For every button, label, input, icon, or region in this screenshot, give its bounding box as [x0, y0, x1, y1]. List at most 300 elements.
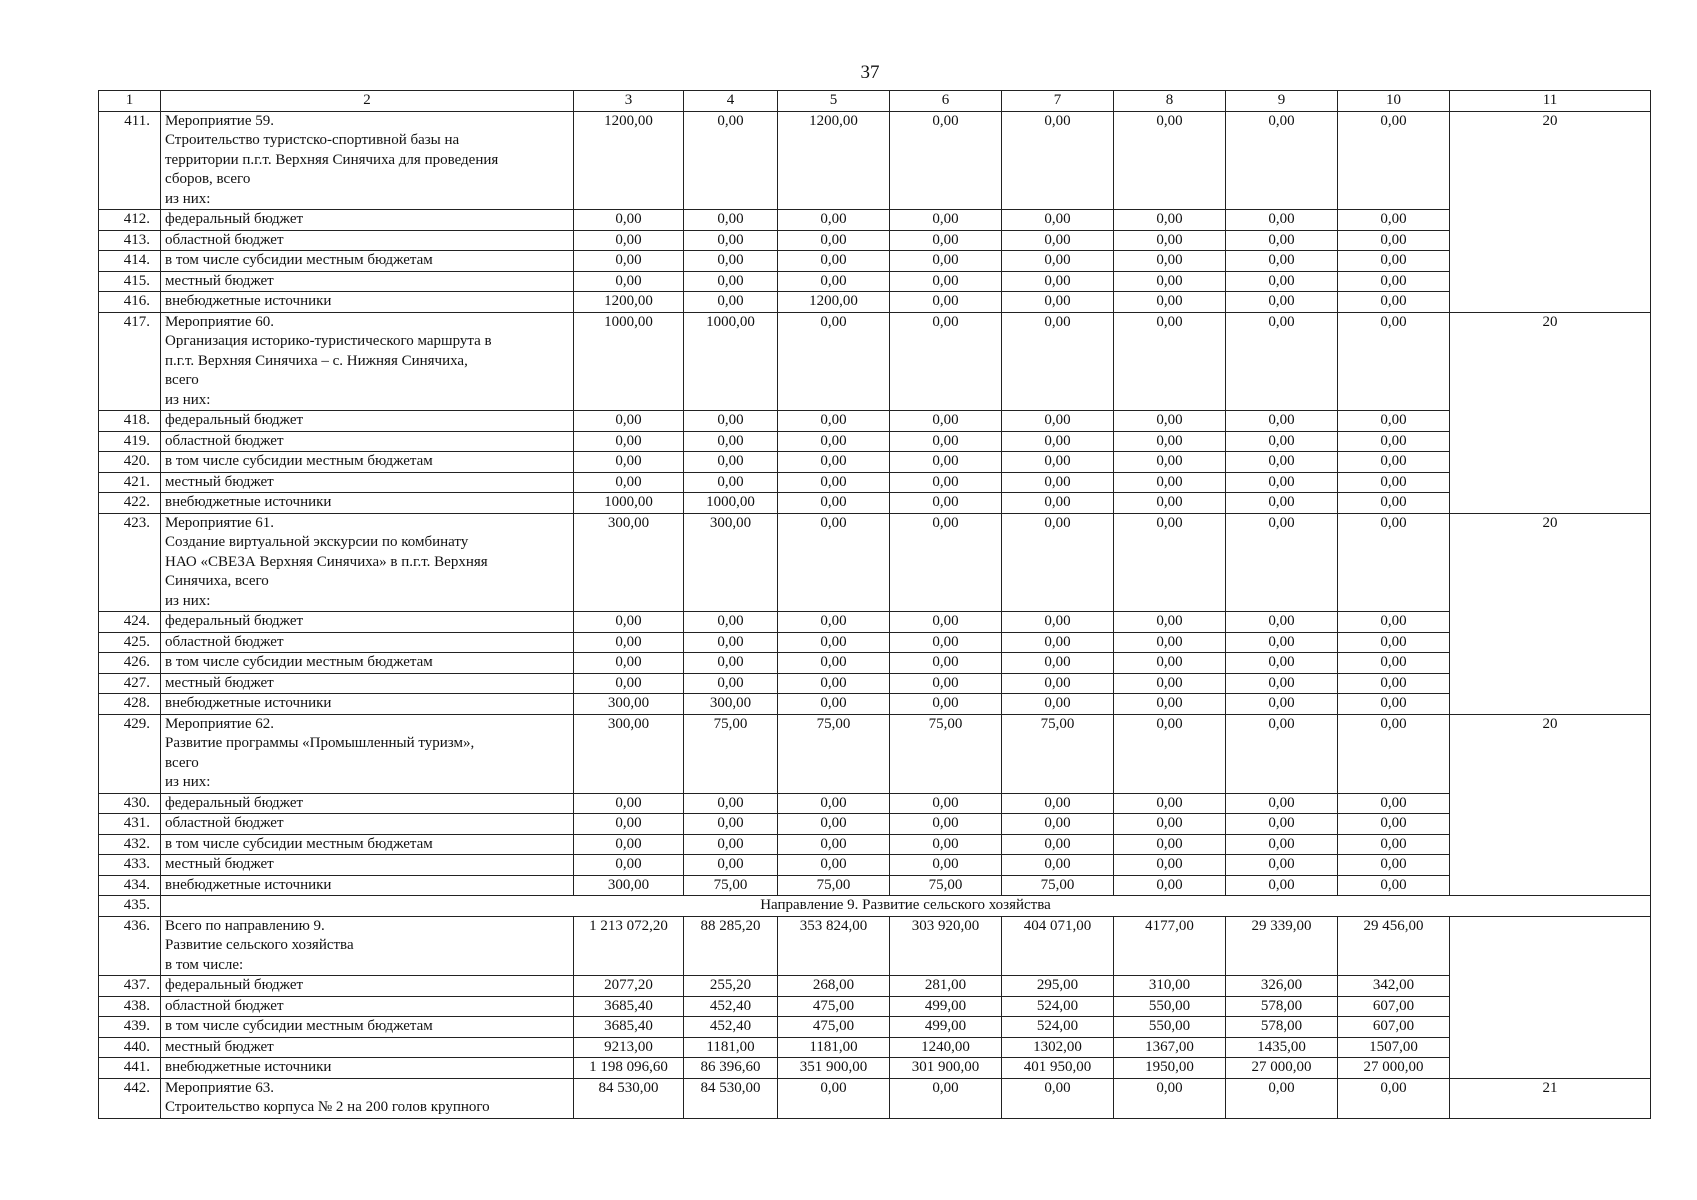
value-cell: 499,00: [890, 1017, 1002, 1038]
value-cell: 0,00: [1226, 673, 1338, 694]
value-cell: 281,00: [890, 976, 1002, 997]
row-number: 435.: [99, 896, 161, 917]
value-cell: 0,00: [890, 855, 1002, 876]
value-cell: 0,00: [1338, 612, 1450, 633]
executor-cell: [1450, 916, 1651, 1078]
executor-cell: 20: [1450, 513, 1651, 714]
value-cell: 1302,00: [1002, 1037, 1114, 1058]
row-number: 412.: [99, 210, 161, 231]
item-title-line: Создание виртуальной экскурсии по комбинату: [165, 534, 469, 550]
funding-row: [99, 472, 1651, 493]
funding-source-label: местный бюджет: [161, 472, 574, 493]
row-number: 440.: [99, 1037, 161, 1058]
funding-row: [99, 452, 1651, 473]
funding-source-label: федеральный бюджет: [161, 411, 574, 432]
value-cell: 255,20: [684, 976, 778, 997]
executor-cell: 20: [1450, 714, 1651, 896]
value-cell: 0,00: [890, 612, 1002, 633]
value-cell: 0,00: [890, 251, 1002, 272]
value-cell: 404 071,00: [1002, 916, 1114, 976]
value-cell: 0,00: [1226, 472, 1338, 493]
value-cell: 342,00: [1338, 976, 1450, 997]
row-number: 420.: [99, 452, 161, 473]
column-header-3: 3: [574, 91, 684, 112]
value-cell: 0,00: [1226, 251, 1338, 272]
value-cell: 0,00: [1226, 653, 1338, 674]
value-cell: 0,00: [684, 230, 778, 251]
value-cell: 0,00: [778, 855, 890, 876]
column-header-10: 10: [1338, 91, 1450, 112]
value-cell: 1 213 072,20: [574, 916, 684, 976]
row-number: 425.: [99, 632, 161, 653]
funding-row: [99, 834, 1651, 855]
item-title: [161, 916, 574, 976]
column-header-7: 7: [1002, 91, 1114, 112]
value-cell: 0,00: [574, 271, 684, 292]
value-cell: 0,00: [1114, 1078, 1226, 1118]
value-cell: 0,00: [1226, 452, 1338, 473]
value-cell: 0,00: [1114, 111, 1226, 210]
row-number: 429.: [99, 714, 161, 793]
value-cell: 0,00: [574, 612, 684, 633]
item-row: [99, 312, 1651, 411]
value-cell: 0,00: [684, 292, 778, 313]
value-cell: 0,00: [684, 632, 778, 653]
funding-source-label: в том числе субсидии местным бюджетам: [161, 452, 574, 473]
value-cell: 0,00: [574, 834, 684, 855]
value-cell: 0,00: [1114, 875, 1226, 896]
value-cell: 0,00: [1002, 513, 1114, 612]
value-cell: 0,00: [1114, 814, 1226, 835]
value-cell: 0,00: [890, 632, 1002, 653]
value-cell: 351 900,00: [778, 1058, 890, 1079]
value-cell: 1435,00: [1226, 1037, 1338, 1058]
item-title-line: территории п.г.т. Верхняя Синячиха для проведения: [165, 151, 499, 168]
value-cell: 75,00: [1002, 875, 1114, 896]
value-cell: 1200,00: [778, 111, 890, 210]
row-number: 423.: [99, 513, 161, 612]
value-cell: 0,00: [1226, 793, 1338, 814]
value-cell: 0,00: [1338, 292, 1450, 313]
column-header-row: [99, 91, 1651, 112]
row-number: 418.: [99, 411, 161, 432]
value-cell: 84 530,00: [684, 1078, 778, 1118]
funding-row: [99, 875, 1651, 896]
column-header-9: 9: [1226, 91, 1338, 112]
value-cell: 0,00: [1114, 714, 1226, 793]
value-cell: 0,00: [1226, 210, 1338, 231]
value-cell: 0,00: [1002, 271, 1114, 292]
funding-row: [99, 694, 1651, 715]
funding-source-label: в том числе субсидии местным бюджетам: [161, 834, 574, 855]
value-cell: 0,00: [778, 653, 890, 674]
funding-row: [99, 612, 1651, 633]
value-cell: 1367,00: [1114, 1037, 1226, 1058]
value-cell: 1000,00: [574, 493, 684, 514]
funding-row: [99, 251, 1651, 272]
value-cell: 401 950,00: [1002, 1058, 1114, 1079]
funding-row: [99, 793, 1651, 814]
funding-row: [99, 976, 1651, 997]
value-cell: 3685,40: [574, 1017, 684, 1038]
funding-source-label: в том числе субсидии местным бюджетам: [161, 653, 574, 674]
value-cell: 0,00: [574, 673, 684, 694]
item-title: [161, 111, 574, 210]
value-cell: 0,00: [1338, 452, 1450, 473]
section-title: Направление 9. Развитие сельского хозяйства: [161, 896, 1651, 917]
value-cell: 607,00: [1338, 996, 1450, 1017]
value-cell: 0,00: [684, 111, 778, 210]
item-title-line: Строительство корпуса № 2 на 200 голов крупного: [165, 1099, 490, 1115]
value-cell: 0,00: [1226, 271, 1338, 292]
value-cell: 0,00: [890, 230, 1002, 251]
value-cell: 0,00: [1002, 292, 1114, 313]
value-cell: 0,00: [778, 612, 890, 633]
value-cell: 1000,00: [684, 312, 778, 411]
value-cell: 0,00: [1338, 431, 1450, 452]
item-title-line: Мероприятие 59.: [165, 112, 274, 129]
value-cell: 1000,00: [574, 312, 684, 411]
value-cell: 0,00: [1002, 653, 1114, 674]
row-number: 411.: [99, 111, 161, 210]
value-cell: 0,00: [1338, 472, 1450, 493]
value-cell: 0,00: [1114, 271, 1226, 292]
value-cell: 0,00: [574, 472, 684, 493]
value-cell: 0,00: [1114, 230, 1226, 251]
value-cell: 75,00: [890, 714, 1002, 793]
value-cell: 0,00: [890, 513, 1002, 612]
value-cell: 1181,00: [778, 1037, 890, 1058]
value-cell: 0,00: [1114, 251, 1226, 272]
value-cell: 452,40: [684, 996, 778, 1017]
value-cell: 0,00: [1226, 230, 1338, 251]
item-title-line: Развитие программы «Промышленный туризм»,: [165, 735, 475, 751]
item-title-line: Строительство туристско-спортивной базы на: [165, 132, 460, 148]
value-cell: 0,00: [1114, 312, 1226, 411]
item-row: [99, 111, 1651, 210]
item-title-line: в том числе:: [165, 956, 244, 973]
value-cell: 475,00: [778, 996, 890, 1017]
value-cell: 0,00: [1338, 653, 1450, 674]
funding-source-label: в том числе субсидии местным бюджетам: [161, 1017, 574, 1038]
value-cell: 0,00: [684, 653, 778, 674]
funding-source-label: областной бюджет: [161, 632, 574, 653]
value-cell: 75,00: [684, 875, 778, 896]
value-cell: 0,00: [1114, 834, 1226, 855]
funding-row: [99, 493, 1651, 514]
value-cell: 0,00: [890, 694, 1002, 715]
item-title-line: Всего по направлению 9.: [165, 917, 325, 934]
value-cell: 0,00: [1002, 210, 1114, 231]
value-cell: 0,00: [778, 493, 890, 514]
value-cell: 0,00: [1114, 793, 1226, 814]
value-cell: 0,00: [1002, 855, 1114, 876]
value-cell: 300,00: [684, 513, 778, 612]
funding-row: [99, 1037, 1651, 1058]
item-title-line: из них:: [165, 391, 211, 408]
value-cell: 2077,20: [574, 976, 684, 997]
funding-row: [99, 230, 1651, 251]
value-cell: 0,00: [1002, 632, 1114, 653]
value-cell: 475,00: [778, 1017, 890, 1038]
row-number: 431.: [99, 814, 161, 835]
value-cell: 0,00: [778, 1078, 890, 1118]
row-number: 434.: [99, 875, 161, 896]
value-cell: 1000,00: [684, 493, 778, 514]
value-cell: 499,00: [890, 996, 1002, 1017]
column-header-2: 2: [161, 91, 574, 112]
item-title-line: из них:: [165, 592, 211, 609]
executor-cell: 21: [1450, 1078, 1651, 1118]
funding-source-label: федеральный бюджет: [161, 976, 574, 997]
row-number: 441.: [99, 1058, 161, 1079]
value-cell: 0,00: [778, 814, 890, 835]
row-number: 438.: [99, 996, 161, 1017]
row-number: 416.: [99, 292, 161, 313]
value-cell: 0,00: [1226, 431, 1338, 452]
value-cell: 550,00: [1114, 996, 1226, 1017]
value-cell: 1 198 096,60: [574, 1058, 684, 1079]
value-cell: 0,00: [890, 1078, 1002, 1118]
value-cell: 326,00: [1226, 976, 1338, 997]
value-cell: 0,00: [684, 210, 778, 231]
funding-row: [99, 411, 1651, 432]
value-cell: 0,00: [890, 431, 1002, 452]
funding-source-label: внебюджетные источники: [161, 694, 574, 715]
value-cell: 0,00: [684, 612, 778, 633]
value-cell: 0,00: [1002, 493, 1114, 514]
value-cell: 578,00: [1226, 1017, 1338, 1038]
item-row: [99, 1078, 1651, 1118]
value-cell: 0,00: [684, 251, 778, 272]
value-cell: 0,00: [1338, 251, 1450, 272]
value-cell: 0,00: [778, 472, 890, 493]
value-cell: 0,00: [890, 111, 1002, 210]
value-cell: 0,00: [778, 271, 890, 292]
value-cell: 75,00: [778, 875, 890, 896]
value-cell: 0,00: [778, 411, 890, 432]
item-title-line: Мероприятие 61.: [165, 514, 274, 531]
item-row: [99, 714, 1651, 793]
item-title-line: Мероприятие 63.: [165, 1079, 274, 1096]
value-cell: 0,00: [1226, 493, 1338, 514]
funding-row: [99, 292, 1651, 313]
item-title-line: Организация историко-туристического маршрута в: [165, 333, 492, 349]
value-cell: 300,00: [684, 694, 778, 715]
value-cell: 303 920,00: [890, 916, 1002, 976]
value-cell: 0,00: [778, 834, 890, 855]
funding-source-label: областной бюджет: [161, 814, 574, 835]
funding-source-label: федеральный бюджет: [161, 210, 574, 231]
value-cell: 0,00: [574, 814, 684, 835]
value-cell: 0,00: [1226, 312, 1338, 411]
value-cell: 0,00: [1226, 111, 1338, 210]
value-cell: 0,00: [1002, 834, 1114, 855]
value-cell: 0,00: [1226, 814, 1338, 835]
funding-row: [99, 431, 1651, 452]
value-cell: 0,00: [1114, 612, 1226, 633]
value-cell: 524,00: [1002, 1017, 1114, 1038]
value-cell: 0,00: [1114, 653, 1226, 674]
column-header-6: 6: [890, 91, 1002, 112]
value-cell: 0,00: [778, 673, 890, 694]
value-cell: 550,00: [1114, 1017, 1226, 1038]
row-number: 419.: [99, 431, 161, 452]
value-cell: 86 396,60: [684, 1058, 778, 1079]
value-cell: 0,00: [1338, 694, 1450, 715]
value-cell: 75,00: [778, 714, 890, 793]
item-title-line: сборов, всего: [165, 171, 251, 187]
value-cell: 1950,00: [1114, 1058, 1226, 1079]
value-cell: 0,00: [778, 431, 890, 452]
item-title: [161, 513, 574, 612]
row-number: 417.: [99, 312, 161, 411]
item-row: [99, 513, 1651, 612]
value-cell: 0,00: [1226, 834, 1338, 855]
value-cell: 75,00: [890, 875, 1002, 896]
table-body: [99, 91, 1651, 1119]
row-number: 433.: [99, 855, 161, 876]
value-cell: 27 000,00: [1226, 1058, 1338, 1079]
column-header-11: 11: [1450, 91, 1651, 112]
row-number: 427.: [99, 673, 161, 694]
value-cell: 0,00: [684, 793, 778, 814]
executor-cell: 20: [1450, 312, 1651, 513]
value-cell: 524,00: [1002, 996, 1114, 1017]
row-number: 428.: [99, 694, 161, 715]
funding-row: [99, 653, 1651, 674]
funding-source-label: областной бюджет: [161, 431, 574, 452]
value-cell: 0,00: [574, 452, 684, 473]
value-cell: 1240,00: [890, 1037, 1002, 1058]
value-cell: 0,00: [1114, 431, 1226, 452]
value-cell: 0,00: [1114, 632, 1226, 653]
value-cell: 0,00: [890, 292, 1002, 313]
value-cell: 0,00: [574, 411, 684, 432]
funding-source-label: внебюджетные источники: [161, 493, 574, 514]
value-cell: 0,00: [1114, 292, 1226, 313]
value-cell: 0,00: [1338, 312, 1450, 411]
funding-row: [99, 996, 1651, 1017]
row-number: 436.: [99, 916, 161, 976]
funding-source-label: местный бюджет: [161, 855, 574, 876]
value-cell: 0,00: [1338, 411, 1450, 432]
value-cell: 0,00: [1114, 493, 1226, 514]
value-cell: 0,00: [684, 855, 778, 876]
value-cell: 300,00: [574, 694, 684, 715]
value-cell: 0,00: [1226, 292, 1338, 313]
section-row: [99, 896, 1651, 917]
value-cell: 0,00: [1002, 312, 1114, 411]
value-cell: 0,00: [1114, 673, 1226, 694]
funding-source-label: федеральный бюджет: [161, 612, 574, 633]
funding-source-label: в том числе субсидии местным бюджетам: [161, 251, 574, 272]
value-cell: 0,00: [1002, 814, 1114, 835]
value-cell: 1181,00: [684, 1037, 778, 1058]
row-number: 421.: [99, 472, 161, 493]
funding-row: [99, 673, 1651, 694]
item-title-line: Развитие сельского хозяйства: [165, 937, 354, 953]
value-cell: 300,00: [574, 513, 684, 612]
value-cell: 452,40: [684, 1017, 778, 1038]
value-cell: 0,00: [890, 673, 1002, 694]
value-cell: 0,00: [1226, 632, 1338, 653]
value-cell: 0,00: [1338, 210, 1450, 231]
column-header-5: 5: [778, 91, 890, 112]
funding-row: [99, 632, 1651, 653]
value-cell: 0,00: [1338, 793, 1450, 814]
value-cell: 0,00: [574, 210, 684, 231]
value-cell: 0,00: [1226, 855, 1338, 876]
row-number: 430.: [99, 793, 161, 814]
row-number: 424.: [99, 612, 161, 633]
row-number: 415.: [99, 271, 161, 292]
value-cell: 0,00: [890, 472, 1002, 493]
value-cell: 0,00: [1002, 251, 1114, 272]
value-cell: 0,00: [1226, 714, 1338, 793]
item-title-line: из них:: [165, 190, 211, 207]
value-cell: 4177,00: [1114, 916, 1226, 976]
value-cell: 0,00: [574, 653, 684, 674]
value-cell: 1200,00: [574, 111, 684, 210]
funding-source-label: внебюджетные источники: [161, 1058, 574, 1079]
value-cell: 88 285,20: [684, 916, 778, 976]
column-header-4: 4: [684, 91, 778, 112]
value-cell: 75,00: [684, 714, 778, 793]
executor-cell: 20: [1450, 111, 1651, 312]
value-cell: 0,00: [574, 793, 684, 814]
row-number: 422.: [99, 493, 161, 514]
value-cell: 0,00: [890, 210, 1002, 231]
value-cell: 353 824,00: [778, 916, 890, 976]
row-number: 432.: [99, 834, 161, 855]
value-cell: 0,00: [1338, 834, 1450, 855]
value-cell: 0,00: [1114, 694, 1226, 715]
value-cell: 0,00: [1002, 612, 1114, 633]
value-cell: 1507,00: [1338, 1037, 1450, 1058]
row-number: 413.: [99, 230, 161, 251]
value-cell: 301 900,00: [890, 1058, 1002, 1079]
value-cell: 578,00: [1226, 996, 1338, 1017]
value-cell: 0,00: [1338, 513, 1450, 612]
value-cell: 0,00: [1002, 431, 1114, 452]
value-cell: 0,00: [1002, 472, 1114, 493]
value-cell: 0,00: [1114, 513, 1226, 612]
page-number: 37: [860, 62, 880, 83]
value-cell: 0,00: [1338, 271, 1450, 292]
value-cell: 0,00: [1002, 411, 1114, 432]
funding-row: [99, 1017, 1651, 1038]
value-cell: 0,00: [778, 210, 890, 231]
value-cell: 0,00: [1226, 694, 1338, 715]
value-cell: 607,00: [1338, 1017, 1450, 1038]
value-cell: 0,00: [684, 814, 778, 835]
item-title-line: Мероприятие 60.: [165, 313, 274, 330]
value-cell: 0,00: [1338, 111, 1450, 210]
value-cell: 0,00: [574, 431, 684, 452]
value-cell: 0,00: [778, 230, 890, 251]
value-cell: 0,00: [1002, 673, 1114, 694]
funding-source-label: местный бюджет: [161, 673, 574, 694]
value-cell: 0,00: [1338, 632, 1450, 653]
row-number: 426.: [99, 653, 161, 674]
item-title-line: Мероприятие 62.: [165, 715, 274, 732]
value-cell: 0,00: [1338, 673, 1450, 694]
value-cell: 0,00: [778, 312, 890, 411]
funding-source-label: федеральный бюджет: [161, 793, 574, 814]
value-cell: 0,00: [890, 312, 1002, 411]
row-number: 439.: [99, 1017, 161, 1038]
